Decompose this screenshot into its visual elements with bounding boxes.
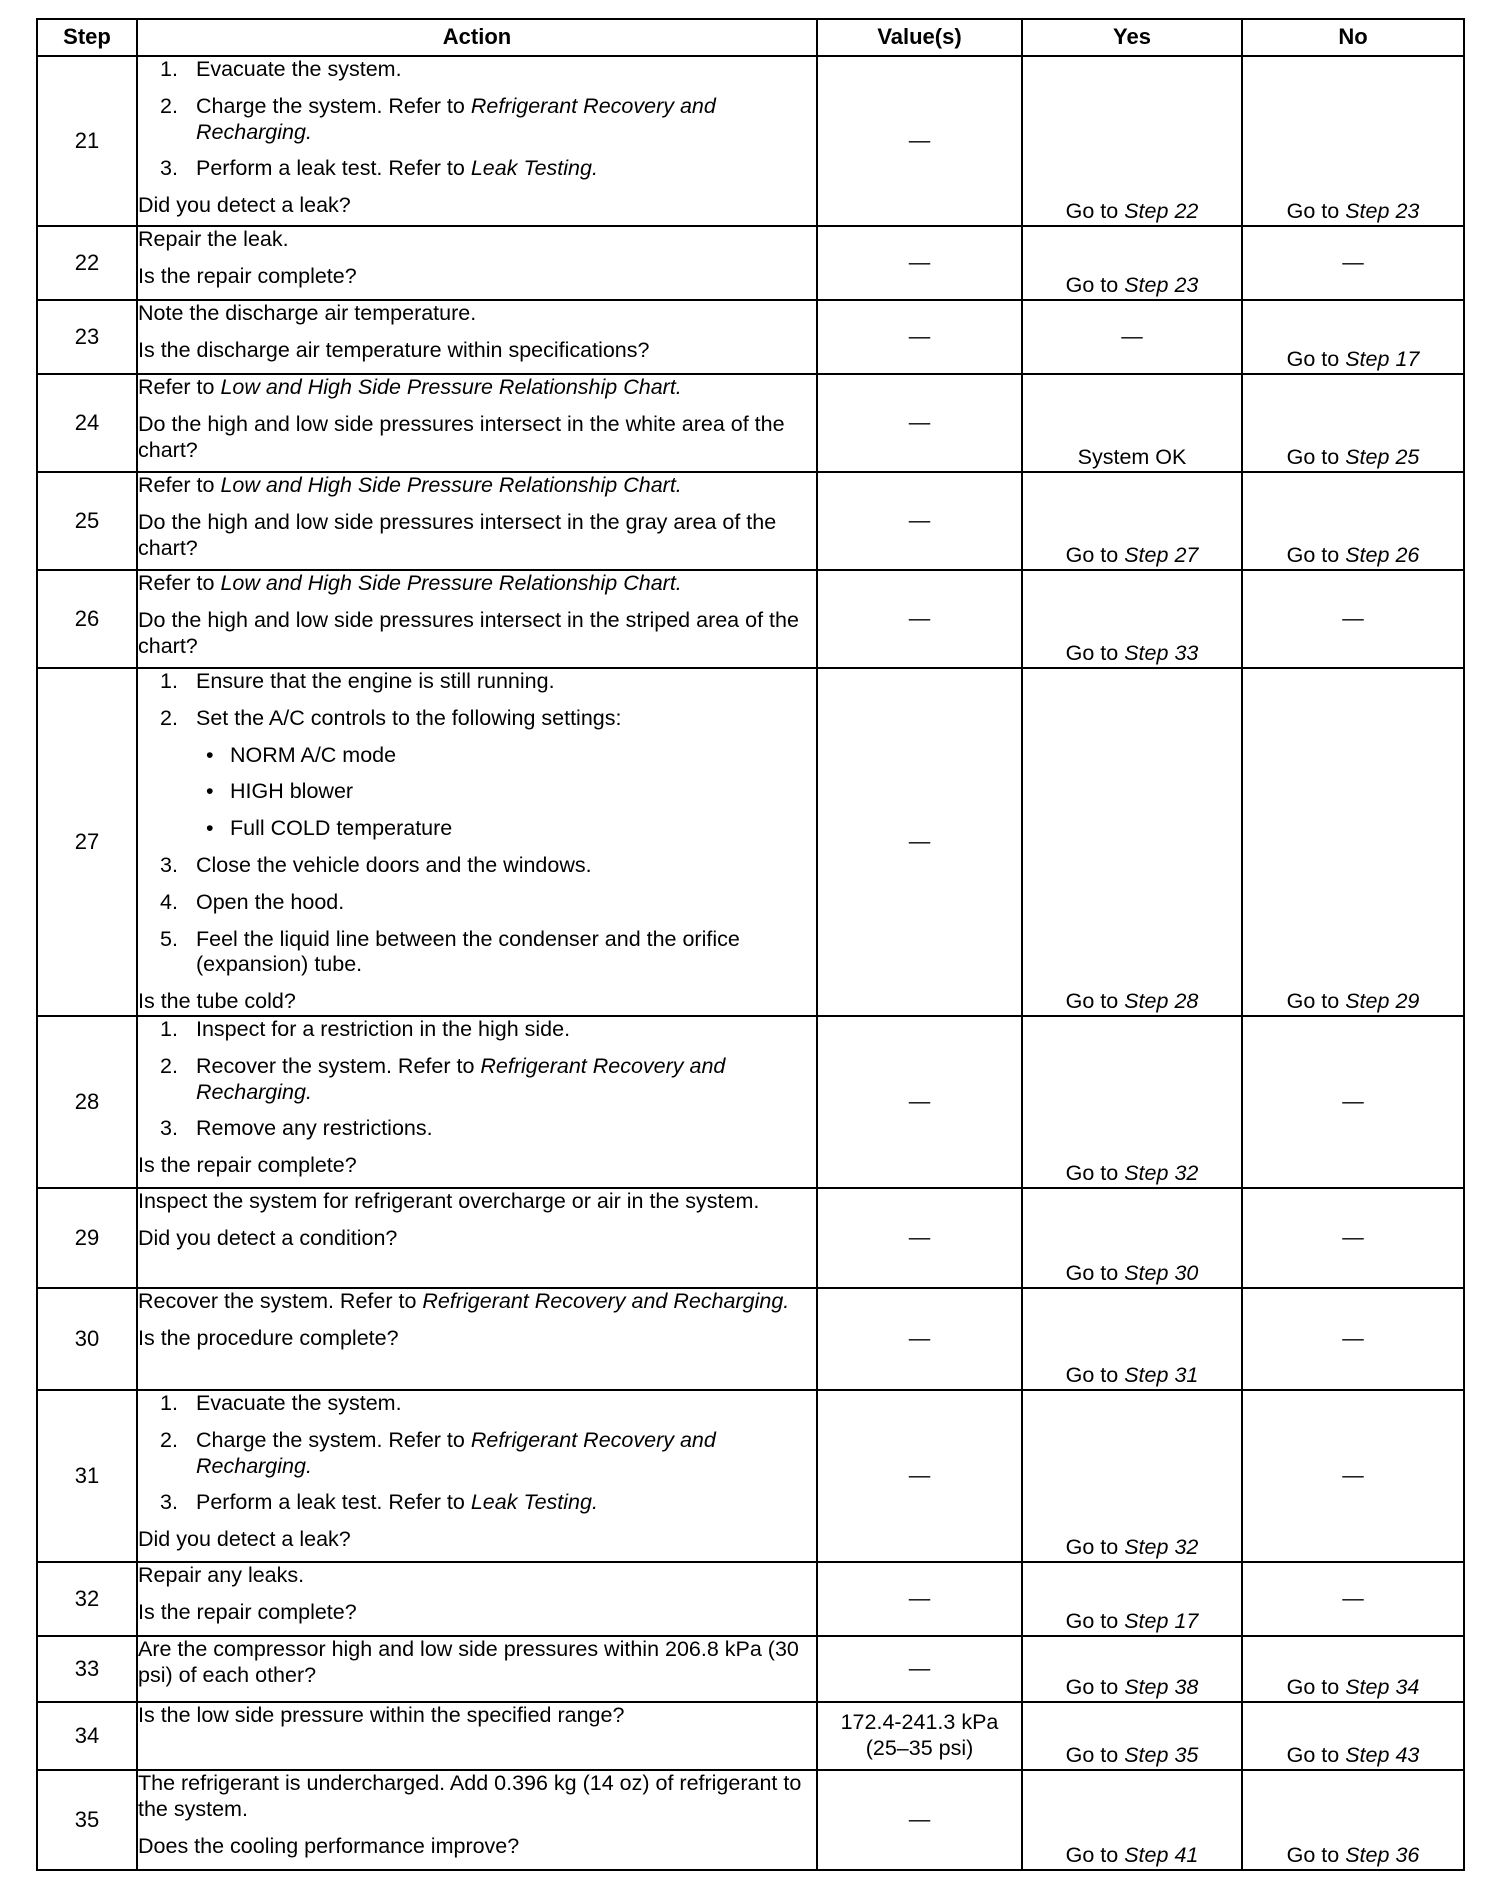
- action-cell: [137, 56, 817, 226]
- action-cell: Refer to Low and High Side Pressure Relationship Chart. Do the high and low side pressures intersect in the striped area of the chart?: [137, 570, 817, 668]
- action-cell: Are the compressor high and low side pressures within 206.8 kPa (30 psi) of each other?: [137, 1636, 817, 1702]
- action-cell: [137, 1390, 817, 1562]
- step-number: 25: [37, 472, 137, 570]
- step-number: 27: [37, 668, 137, 1016]
- list-item: 2. Set the A/C controls to the following settings:: [160, 705, 622, 730]
- step-number: 28: [37, 1016, 137, 1188]
- no-cell: Go to Step 17: [1242, 300, 1464, 374]
- value-cell: —: [817, 1562, 1022, 1636]
- table-row-step-32: [37, 1562, 1464, 1636]
- yes-cell: Go to Step 32: [1022, 1016, 1242, 1188]
- table-row-step-35: [37, 1770, 1464, 1870]
- yes-cell: Go to Step 33: [1022, 570, 1242, 668]
- value-range-psi: (25–35 psi): [865, 1735, 974, 1760]
- no-cell: —: [1242, 1016, 1464, 1188]
- reference-link: Low and High Side Pressure Relationship Chart.: [220, 473, 682, 497]
- action-cell: Is the low side pressure within the specified range?: [137, 1702, 817, 1770]
- reference-link: Leak Testing.: [470, 156, 598, 181]
- step-number: 35: [37, 1770, 137, 1870]
- value-cell: —: [817, 1390, 1022, 1562]
- list-item: 1. Evacuate the system.: [160, 1390, 402, 1415]
- table-row-step-33: [37, 1636, 1464, 1702]
- no-cell: —: [1242, 1390, 1464, 1562]
- list-item: 1. Evacuate the system.: [160, 57, 402, 81]
- action-cell: Refer to Low and High Side Pressure Relationship Chart. Do the high and low side pressures intersect in the white area of the chart?: [137, 374, 817, 472]
- step-number: 34: [37, 1702, 137, 1770]
- question-text: Did you detect a leak?: [138, 193, 351, 218]
- yes-cell: Go to Step 28: [1022, 668, 1242, 1016]
- value-cell: —: [817, 472, 1022, 570]
- value-cell: —: [817, 1770, 1022, 1870]
- table-row-step-28: [37, 1016, 1464, 1188]
- list-item: 3. Close the vehicle doors and the windows.: [160, 852, 592, 877]
- diagnostic-table: [36, 18, 1465, 1871]
- value-range: 172.4-241.3 kPa: [840, 1710, 999, 1735]
- no-cell: —: [1242, 1188, 1464, 1288]
- yes-cell: Go to Step 22: [1022, 56, 1242, 226]
- value-cell: —: [817, 56, 1022, 226]
- step-number: 22: [37, 226, 137, 300]
- list-item: 4. Open the hood.: [160, 889, 345, 914]
- yes-cell: Go to Step 35: [1022, 1702, 1242, 1770]
- action-cell: Inspect the system for refrigerant overcharge or air in the system. Did you detect a condition?: [137, 1188, 817, 1288]
- table-header-row: [37, 19, 1464, 56]
- no-cell: Go to Step 36: [1242, 1770, 1464, 1870]
- yes-cell: System OK: [1022, 374, 1242, 472]
- value-cell: —: [817, 300, 1022, 374]
- list-item: 1. Inspect for a restriction in the high side.: [160, 1016, 571, 1041]
- bullet-item: • HIGH blower: [206, 779, 354, 804]
- yes-cell: Go to Step 23: [1022, 226, 1242, 300]
- value-cell: —: [817, 1288, 1022, 1390]
- step-number: 26: [37, 570, 137, 668]
- value-cell: —: [817, 1188, 1022, 1288]
- value-cell: —: [817, 1016, 1022, 1188]
- list-item: 2. Recover the system. Refer to Refrigerant Recovery and Recharging.: [160, 1053, 726, 1104]
- table-row-step-22: [37, 226, 1464, 300]
- step-number: 30: [37, 1288, 137, 1390]
- table-row-step-23: [37, 300, 1464, 374]
- yes-cell: Go to Step 27: [1022, 472, 1242, 570]
- step-number: 31: [37, 1390, 137, 1562]
- reference-link: Low and High Side Pressure Relationship Chart.: [220, 375, 682, 399]
- list-item: 3. Perform a leak test. Refer to Leak Testing.: [160, 1490, 598, 1515]
- yes-cell: Go to Step 31: [1022, 1288, 1242, 1390]
- reference-link: Refrigerant Recovery and Recharging.: [196, 1427, 716, 1478]
- header-yes: Yes: [1022, 19, 1242, 56]
- table-row-step-26: [37, 570, 1464, 668]
- no-cell: —: [1242, 1562, 1464, 1636]
- no-cell: Go to Step 23: [1242, 56, 1464, 226]
- no-cell: Go to Step 43: [1242, 1702, 1464, 1770]
- table-row-step-27: [37, 668, 1464, 1016]
- value-cell: —: [817, 668, 1022, 1016]
- no-cell: Go to Step 34: [1242, 1636, 1464, 1702]
- value-cell: —: [817, 570, 1022, 668]
- action-cell: Repair any leaks. Is the repair complete?: [137, 1562, 817, 1636]
- table-row-step-31: [37, 1390, 1464, 1562]
- no-cell: Go to Step 26: [1242, 472, 1464, 570]
- action-cell: [137, 1016, 817, 1188]
- list-item: 2. Charge the system. Refer to Refrigerant Recovery and Recharging.: [160, 93, 716, 144]
- reference-link: Refrigerant Recovery and Recharging.: [422, 1288, 790, 1313]
- header-no: No: [1242, 19, 1464, 56]
- action-cell: [137, 668, 817, 1016]
- table-row-step-25: [37, 472, 1464, 570]
- question-text: Is the repair complete?: [138, 1153, 357, 1178]
- header-action: Action: [137, 19, 817, 56]
- list-item: 2. Charge the system. Refer to Refrigerant Recovery and Recharging.: [160, 1427, 716, 1478]
- no-cell: Go to Step 25: [1242, 374, 1464, 472]
- action-cell: Recover the system. Refer to Refrigerant Recovery and Recharging. Is the procedure complete?: [137, 1288, 817, 1390]
- table-row-step-24: [37, 374, 1464, 472]
- reference-link: Refrigerant Recovery and Recharging.: [196, 93, 716, 144]
- bullet-item: • NORM A/C mode: [206, 742, 397, 767]
- header-step: Step: [37, 19, 137, 56]
- table-row-step-21: [37, 56, 1464, 226]
- question-text: Did you detect a leak?: [138, 1527, 351, 1552]
- list-item: 1. Ensure that the engine is still running.: [160, 669, 555, 693]
- list-item: 3. Perform a leak test. Refer to Leak Testing.: [160, 156, 598, 181]
- table-row-step-34: [37, 1702, 1464, 1770]
- bullet-item: • Full COLD temperature: [206, 816, 453, 841]
- value-cell: [817, 1702, 1022, 1770]
- action-cell: Refer to Low and High Side Pressure Relationship Chart. Do the high and low side pressures intersect in the gray area of the chart?: [137, 472, 817, 570]
- step-number: 24: [37, 374, 137, 472]
- step-number: 32: [37, 1562, 137, 1636]
- list-item: 3. Remove any restrictions.: [160, 1116, 433, 1141]
- action-cell: Note the discharge air temperature. Is the discharge air temperature within specifications?: [137, 300, 817, 374]
- value-cell: —: [817, 374, 1022, 472]
- step-number: 23: [37, 300, 137, 374]
- yes-cell: Go to Step 41: [1022, 1770, 1242, 1870]
- yes-cell: Go to Step 17: [1022, 1562, 1242, 1636]
- table-row-step-30: [37, 1288, 1464, 1390]
- value-cell: —: [817, 226, 1022, 300]
- no-cell: —: [1242, 570, 1464, 668]
- reference-link: Leak Testing.: [470, 1490, 598, 1515]
- yes-cell: Go to Step 38: [1022, 1636, 1242, 1702]
- value-cell: —: [817, 1636, 1022, 1702]
- reference-link: Low and High Side Pressure Relationship Chart.: [220, 571, 682, 595]
- table-row-step-29: [37, 1188, 1464, 1288]
- yes-cell: —: [1022, 300, 1242, 374]
- action-cell: The refrigerant is undercharged. Add 0.396 kg (14 oz) of refrigerant to the system. Does the cooling performance improve?: [137, 1770, 817, 1870]
- header-values: Value(s): [817, 19, 1022, 56]
- list-item: 5. Feel the liquid line between the condenser and the orifice (expansion) tube.: [160, 926, 740, 977]
- step-number: 33: [37, 1636, 137, 1702]
- step-number: 21: [37, 56, 137, 226]
- reference-link: Refrigerant Recovery and Recharging.: [196, 1053, 726, 1104]
- no-cell: Go to Step 29: [1242, 668, 1464, 1016]
- no-cell: —: [1242, 226, 1464, 300]
- no-cell: —: [1242, 1288, 1464, 1390]
- question-text: Is the tube cold?: [138, 989, 296, 1014]
- yes-cell: Go to Step 32: [1022, 1390, 1242, 1562]
- action-cell: Repair the leak. Is the repair complete?: [137, 226, 817, 300]
- step-number: 29: [37, 1188, 137, 1288]
- diagnostic-table-page: [36, 18, 1463, 1871]
- yes-cell: Go to Step 30: [1022, 1188, 1242, 1288]
